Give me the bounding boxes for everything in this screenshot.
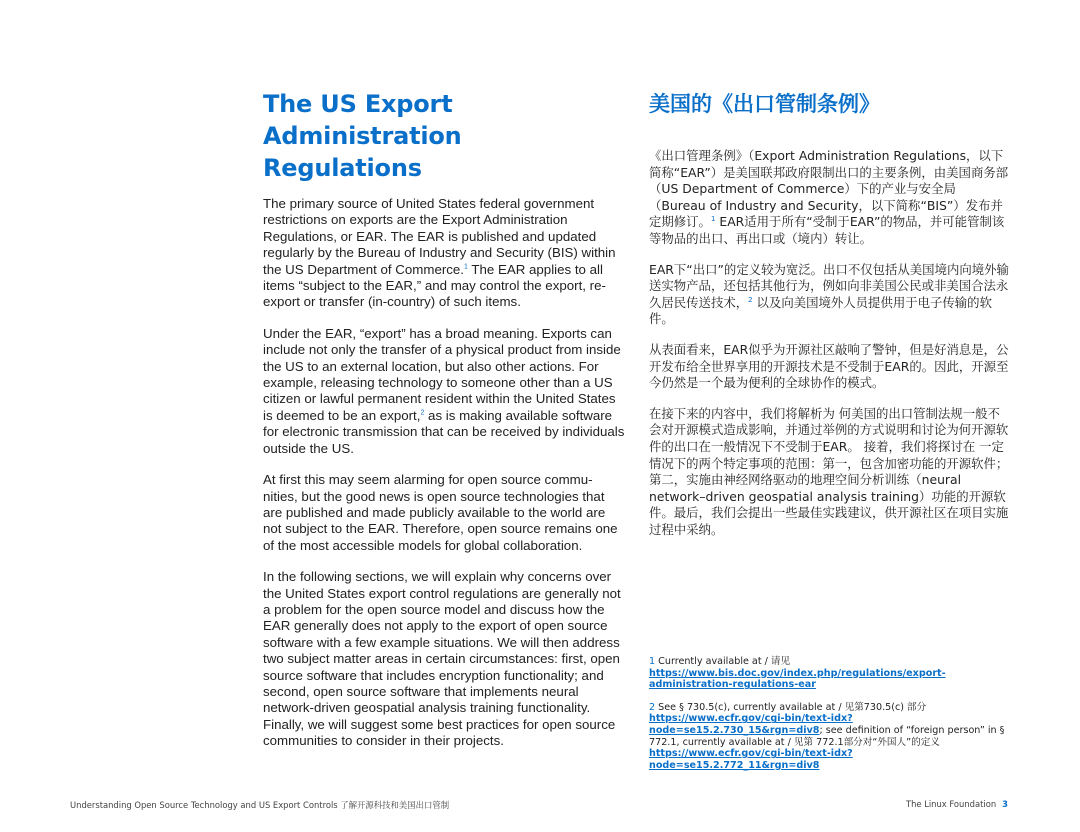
footnote-ref-1[interactable]: 1 (464, 263, 468, 271)
footnote-1-link[interactable]: https://www.bis.doc.gov/index.php/regulations/export-administration-regulations-ear (649, 667, 946, 691)
english-paragraph-2: Under the EAR, “export” has a broad meaning. Exports can include not only the transfer of a physical product from inside the US to an external location, but also other actions. For example, releasing technology to someone other than a US citizen or lawful permanent resident within the United States is deemed to be an export,$^2$ as is making available software for electronic transmission that can be received by individuals outside the US. (263, 325, 625, 456)
chinese-paragraph-2: EAR下“出口”的定义较为宽泛。出口不仅包括从美国境内向境外输送实物产品，还包括其他行为，例如向非美国公民或非美国合法永久居民传送技术，$^2$ 以及向美国境外人员提供用于电子传输的软件。 (649, 261, 1009, 327)
chinese-column (649, 88, 1011, 552)
english-title (263, 88, 625, 184)
footnote-2: 2 See § 730.5(c), currently available at / 见第730.5(c) 部分 https://www.ecfr.gov/cgi-bin/text-idx?node=se15.2.730_15&rgn=div8; see definition of “foreign person” in § 772.1, currently available at / 见第 772.1部分对“外国人”的定义 https://www.ecfr.gov/cgi-bin/text-idx?node=se15.2.772_11&rgn=div8 (649, 701, 1005, 771)
english-title-line-2: Administration Regulations (263, 122, 462, 182)
footnote-1: 1 Currently available at / 请见 https://www.bis.doc.gov/index.php/regulations/export-administration-regulations-ear (649, 656, 946, 691)
footer-document-title: Understanding Open Source Technology and US Export Controls 了解开源科技和美国出口管制 (70, 800, 450, 810)
chinese-paragraph-3: 从表面看来，EAR似乎为开源社区敲响了警钟，但是好消息是，公开发布给全世界享用的开源技术是不受制于EAR的。因此，开源至今仍然是一个最为便利的全球协作的模式。 (649, 341, 1009, 391)
footnote-ref-2-zh[interactable]: 2 (748, 295, 753, 304)
english-title-line-1: The US Export (263, 90, 453, 118)
chinese-paragraph-4: 在接下来的内容中，我们将解析为 何美国的出口管制法规一般不会对开源模式造成影响，并通过举例的方式说明和讨论为何开源软件的出口在一般情况下不受制于EAR。 接着，我们将探讨在 一定情况下的两个特定事项的范围：第一，包含加密功能的开源软件；第二，实施由神经网络驱动的地理空间分析训练（neural network–driven geospatial analysis training）功能的开源软件。最后，我们会提出一些最佳实践建议，供开源社区在项目实施过程中采纳。 (649, 405, 1009, 537)
footnote-ref-2[interactable]: 2 (420, 409, 425, 417)
footnote-2-link-a[interactable]: https://www.ecfr.gov/cgi-bin/text-idx?node=se15.2.730_15&rgn=div8 (649, 713, 853, 736)
chinese-title: 美国的《出口管制条例》 (649, 92, 880, 116)
english-column (263, 88, 625, 765)
footer-publisher: The Linux Foundation 3 (905, 799, 1008, 809)
chinese-paragraph-1: 《出口管理条例》（Export Administration Regulations，以下简称“EAR”）是美国联邦政府限制出口的主要条例，由美国商务部（US Department of Commerce）下的产业与安全局（Bureau of Industry and Security，以下简称“BIS”）发布并定期修订。$^1$ EAR适用于所有“受制于EAR”的物品，并可能管制该等物品的出口、再出口或（境内）转让。 (649, 148, 1009, 246)
page-number: 3 (1002, 799, 1008, 809)
footnote-2-link-b[interactable]: https://www.ecfr.gov/cgi-bin/text-idx?node=se15.2.772_11&rgn=div8 (649, 748, 853, 771)
english-paragraph-1: The primary source of United States federal government restrictions on exports are the Export Administration Regulations, or EAR. The EAR is published and updated regularly by the Bureau of Industry and Security (BIS) within the US Department of Commerce.$^1$ The EAR applies to all items “subject to the EAR,” and may control the export, re-export or transfer (in-country) of such items. (263, 196, 616, 310)
footnote-ref-1-zh[interactable]: 1 (710, 215, 716, 224)
english-paragraph-3: At first this may seem alarming for open source commu-nities, but the good news is open source technologies that are published and made publicly available to the world are not subject to the EAR. Therefore, open source remains one of the most accessible models for global collaboration. (263, 472, 618, 553)
english-paragraph-4: In the following sections, we will explain why concerns over the United States export control regulations are generally not a problem for the open source model and discuss how the EAR generally does not apply to the export of open source software with a few example situations. We will then address two subject matter areas in certain circumstances: first, open source software that includes encryption functionality; and second, open source software that implements neural network-driven geospatial analysis training functionality. Finally, we will suggest some best practices for open source communities to consider in their projects. (263, 569, 621, 749)
footnotes (649, 656, 1011, 782)
